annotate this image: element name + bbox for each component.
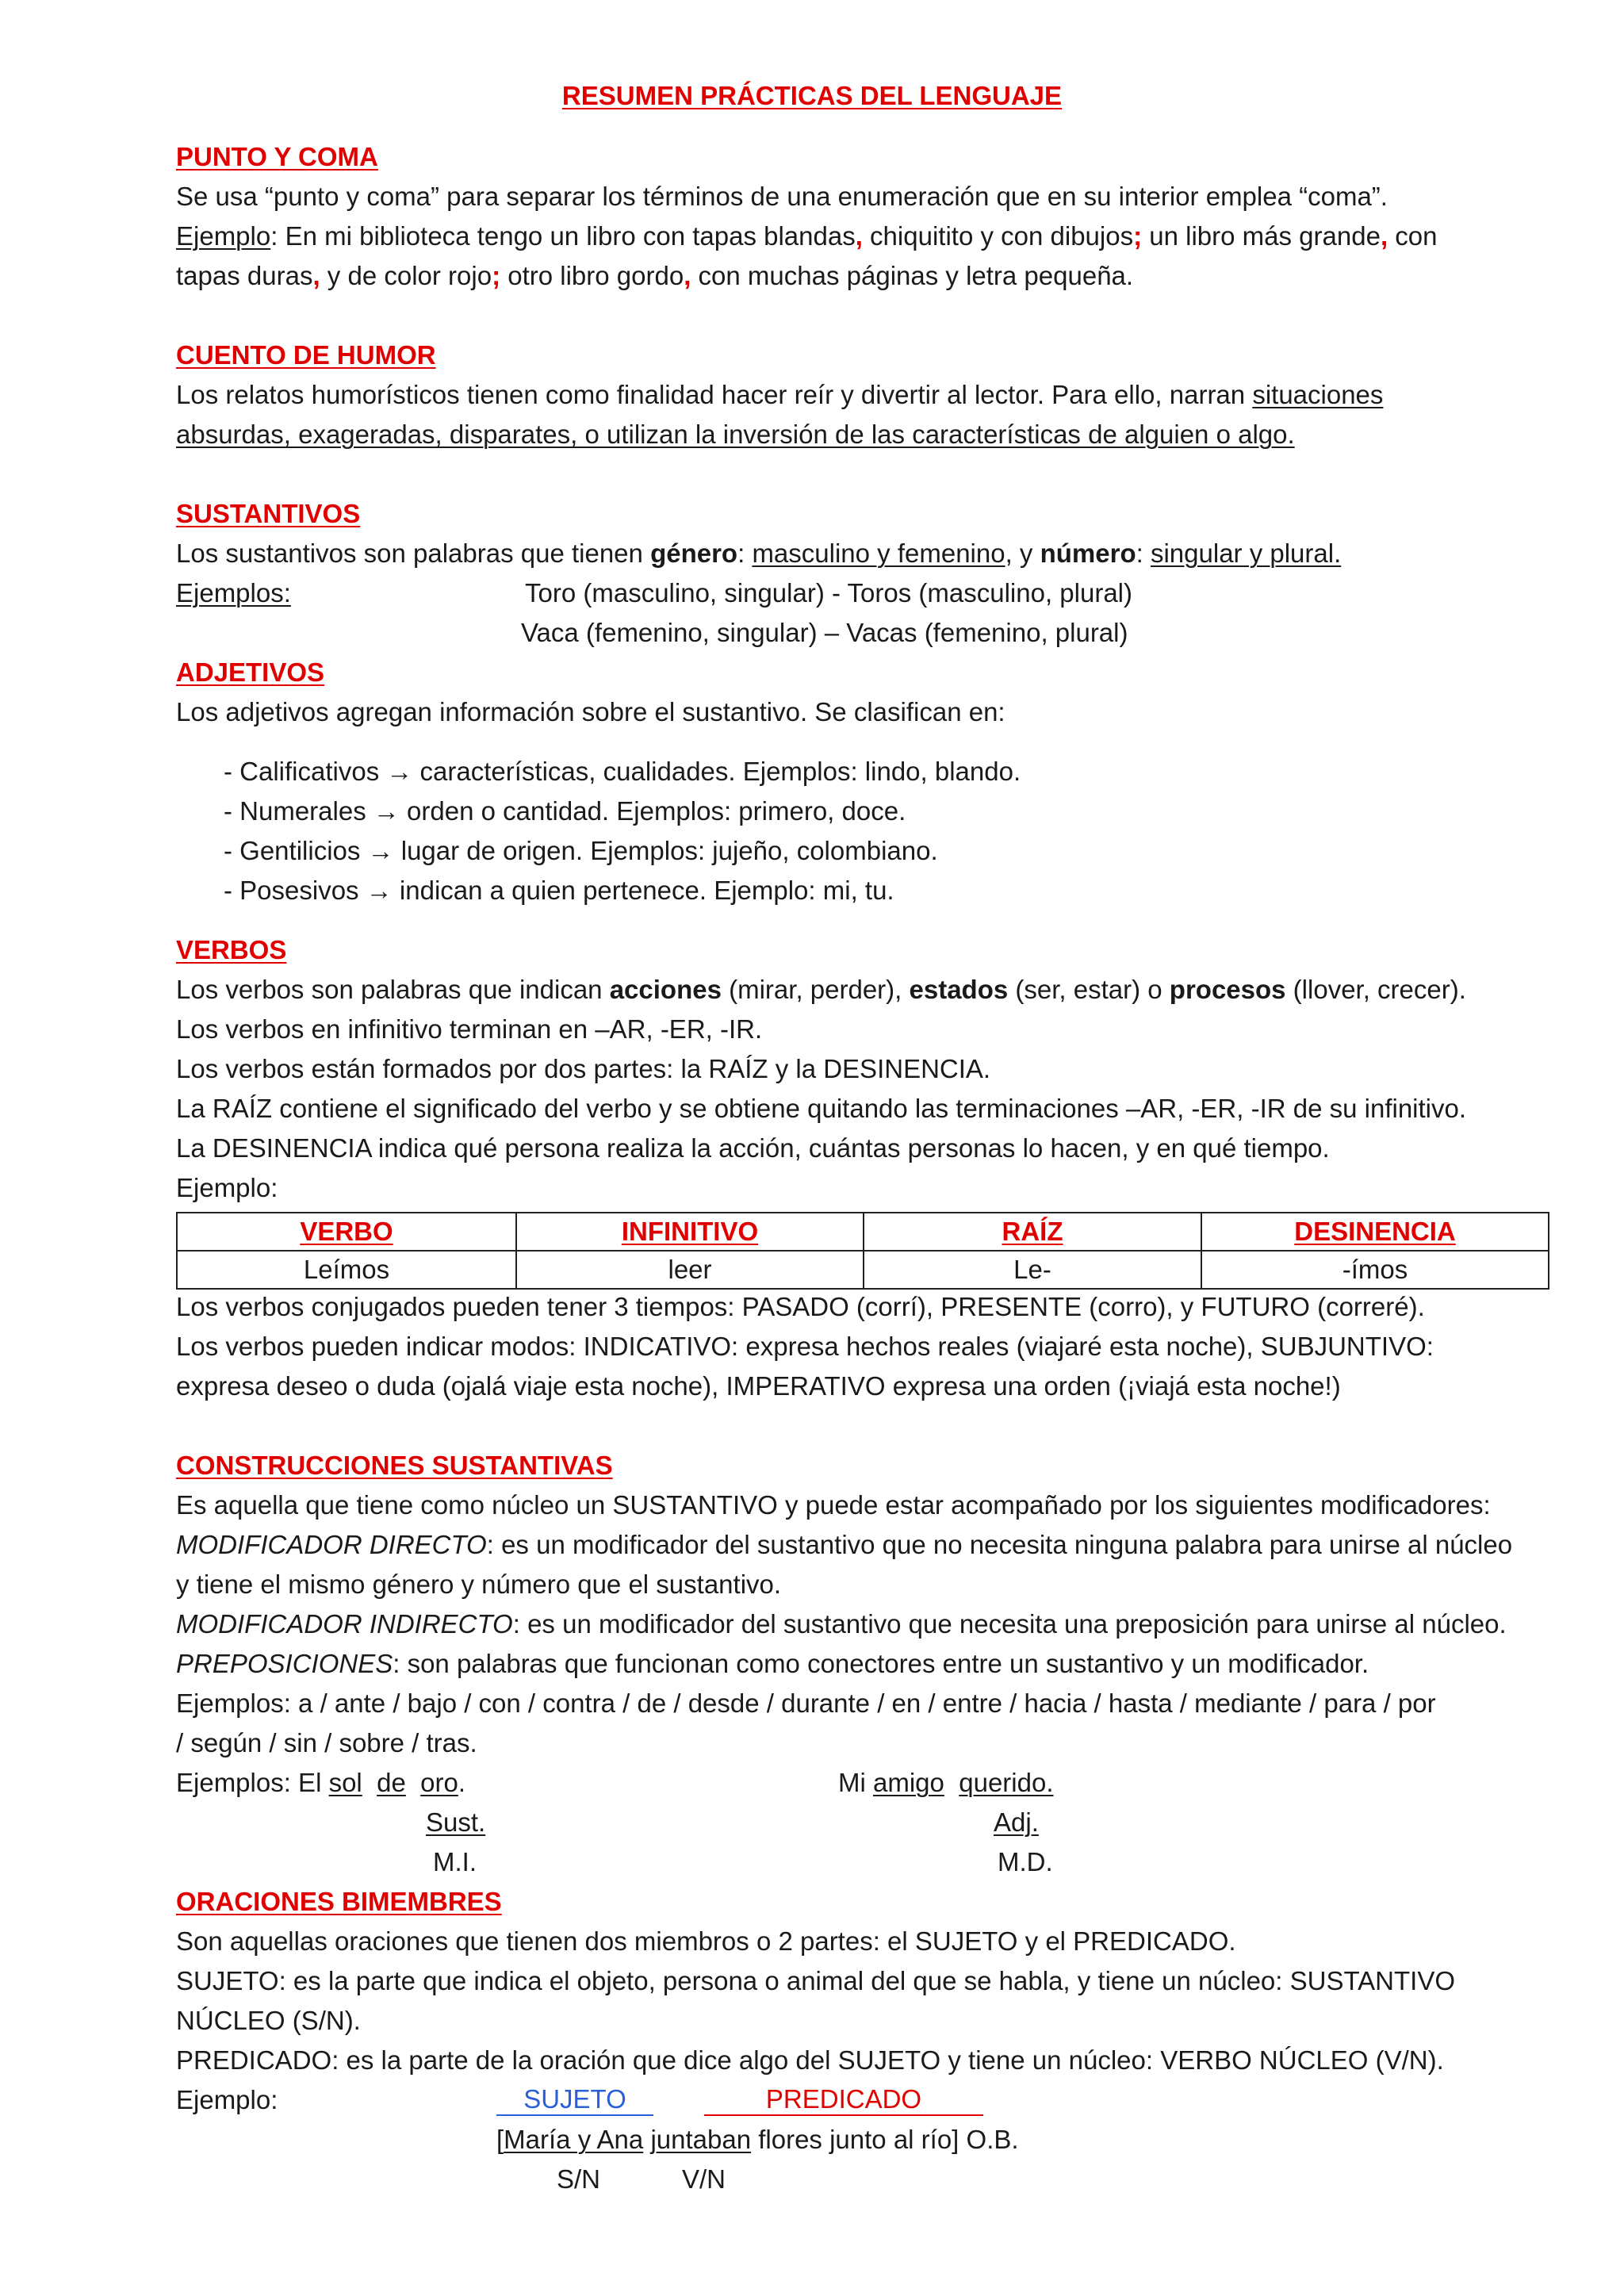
verbos-line5: La DESINENCIA indica qué persona realiza la acción, cuántas personas lo hacen, y en qué tiempo. bbox=[176, 1133, 1330, 1163]
table-cell: Leímos bbox=[177, 1251, 516, 1289]
heading-punto-coma: PUNTO Y COMA bbox=[176, 142, 378, 171]
table-cell: Le- bbox=[864, 1251, 1201, 1289]
verbos-line6: Ejemplo: bbox=[176, 1173, 278, 1202]
adjetivos-intro: Los adjetivos agregan información sobre el sustantivo. Se clasifican en: bbox=[176, 697, 1005, 726]
humor-line2: absurdas, exageradas, disparates, o utilizan la inversión de las características de alguien o algo. bbox=[176, 420, 1295, 449]
construcciones-example-2: Mi amigo querido. bbox=[838, 1768, 1054, 1797]
heading-oraciones: ORACIONES BIMEMBRES bbox=[176, 1887, 502, 1916]
oracion-ejemplo: [María y Ana juntaban flores junto al río] O.B. bbox=[496, 2125, 1019, 2154]
label-mi: M.I. bbox=[433, 1847, 477, 1876]
sustantivos-definition: Los sustantivos son palabras que tienen género: masculino y femenino, y número: singular y plural. bbox=[176, 539, 1342, 568]
verb-table bbox=[176, 1212, 1549, 1290]
heading-construcciones: CONSTRUCCIONES SUSTANTIVAS bbox=[176, 1451, 613, 1480]
table-header-cell: INFINITIVO bbox=[516, 1213, 864, 1251]
preposiciones-list-1: Ejemplos: a / ante / bajo / con / contra / de / desde / durante / en / entre / hacia / hasta / mediante / para / por bbox=[176, 1688, 1436, 1718]
sustantivos-example-2: Vaca (femenino, singular) – Vacas (femenino, plural) bbox=[521, 618, 1128, 647]
oraciones-line3: NÚCLEO (S/N). bbox=[176, 2006, 361, 2035]
construcciones-line1: Es aquella que tiene como núcleo un SUSTANTIVO y puede estar acompañado por los siguientes modificadores: bbox=[176, 1490, 1491, 1520]
label-md: M.D. bbox=[998, 1847, 1053, 1876]
verbos-line7: Los verbos conjugados pueden tener 3 tiempos: PASADO (corrí), PRESENTE (corro), y FUTURO (correré). bbox=[176, 1292, 1425, 1321]
punto-coma-example-line2: tapas duras, y de color rojo; otro libro gordo, con muchas páginas y letra pequeña. bbox=[176, 261, 1134, 290]
punto-coma-definition: Se usa “punto y coma” para separar los términos de una enumeración que en su interior emplea “coma”. bbox=[176, 182, 1388, 211]
table-cell: leer bbox=[516, 1251, 864, 1289]
oraciones-line2: SUJETO: es la parte que indica el objeto, persona o animal del que se habla, y tiene un núcleo: SUSTANTIVO bbox=[176, 1966, 1456, 1995]
example-label: Ejemplo bbox=[176, 221, 271, 251]
verbos-definition: Los verbos son palabras que indican acciones (mirar, perder), estados (ser, estar) o procesos (llover, crecer). bbox=[176, 975, 1466, 1004]
verbos-line8: Los verbos pueden indicar modos: INDICATIVO: expresa hechos reales (viajaré esta noche), SUBJUNTIVO: bbox=[176, 1332, 1434, 1361]
arrow-right-icon: → bbox=[367, 836, 394, 865]
modificador-directo-line2: y tiene el mismo género y número que el sustantivo. bbox=[176, 1570, 782, 1599]
sujeto-label: SUJETO bbox=[496, 2084, 653, 2116]
arrow-right-icon: → bbox=[366, 876, 393, 905]
modificador-indirecto-line: MODIFICADOR INDIRECTO: es un modificador del sustantivo que necesita una preposición para unirse al núcleo. bbox=[176, 1609, 1507, 1639]
humor-line1: Los relatos humorísticos tienen como finalidad hacer reír y divertir al lector. Para ello, narran situaciones bbox=[176, 380, 1384, 409]
heading-verbos: VERBOS bbox=[176, 935, 287, 964]
table-row bbox=[177, 1251, 1549, 1289]
adjetivo-item: - Posesivos → indican a quien pertenece. Ejemplo: mi, tu. bbox=[224, 876, 894, 905]
heading-cuento-humor: CUENTO DE HUMOR bbox=[176, 340, 436, 370]
construcciones-example-1: Ejemplos: El sol de oro. bbox=[176, 1768, 466, 1797]
sustantivos-examples-label: Ejemplos: bbox=[176, 578, 291, 608]
adjetivo-item: - Numerales → orden o cantidad. Ejemplos: primero, doce. bbox=[224, 796, 906, 826]
arrow-right-icon: → bbox=[386, 757, 413, 786]
preposiciones-list-2: / según / sin / sobre / tras. bbox=[176, 1728, 477, 1757]
label-adj: Adj. bbox=[994, 1807, 1039, 1837]
table-cell: -ímos bbox=[1201, 1251, 1549, 1289]
heading-sustantivos: SUSTANTIVOS bbox=[176, 499, 361, 528]
sustantivos-example-1: Toro (masculino, singular) - Toros (masculino, plural) bbox=[525, 578, 1132, 608]
verbos-line2: Los verbos en infinitivo terminan en –AR, -ER, -IR. bbox=[176, 1014, 763, 1044]
table-header-cell: RAÍZ bbox=[864, 1213, 1201, 1251]
adjetivo-item: - Calificativos → características, cualidades. Ejemplos: lindo, blando. bbox=[224, 757, 1021, 786]
table-header-cell: DESINENCIA bbox=[1201, 1213, 1549, 1251]
punto-coma-example-line1: Ejemplo: En mi biblioteca tengo un libro con tapas blandas, chiquitito y con dibujos; un libro más grande, con bbox=[176, 221, 1438, 251]
oraciones-line1: Son aquellas oraciones que tienen dos miembros o 2 partes: el SUJETO y el PREDICADO. bbox=[176, 1926, 1236, 1956]
label-vn: V/N bbox=[682, 2164, 726, 2194]
oraciones-line4: PREDICADO: es la parte de la oración que dice algo del SUJETO y tiene un núcleo: VERBO NÚCLEO (V/N). bbox=[176, 2045, 1444, 2075]
oraciones-example-label: Ejemplo: bbox=[176, 2085, 278, 2114]
verbos-line9: expresa deseo o duda (ojalá viaje esta noche), IMPERATIVO expresa una orden (¡viajá esta noche!) bbox=[176, 1371, 1341, 1401]
adjetivo-item: - Gentilicios → lugar de origen. Ejemplos: jujeño, colombiano. bbox=[224, 836, 938, 865]
page-title: RESUMEN PRÁCTICAS DEL LENGUAJE bbox=[561, 81, 1063, 110]
predicado-label: PREDICADO bbox=[704, 2084, 983, 2116]
table-header-cell: VERBO bbox=[177, 1213, 516, 1251]
heading-adjetivos: ADJETIVOS bbox=[176, 657, 325, 687]
label-sust: Sust. bbox=[426, 1807, 486, 1837]
modificador-directo-line: MODIFICADOR DIRECTO: es un modificador del sustantivo que no necesita ninguna palabra para unirse al núcleo bbox=[176, 1530, 1513, 1559]
verbos-line3: Los verbos están formados por dos partes: la RAÍZ y la DESINENCIA. bbox=[176, 1054, 991, 1083]
preposiciones-line: PREPOSICIONES: son palabras que funcionan como conectores entre un sustantivo y un modificador. bbox=[176, 1649, 1369, 1678]
verbos-line4: La RAÍZ contiene el significado del verbo y se obtiene quitando las terminaciones –AR, -ER, -IR de su infinitivo. bbox=[176, 1094, 1467, 1123]
table-header-row bbox=[177, 1213, 1549, 1251]
arrow-right-icon: → bbox=[373, 796, 400, 826]
label-sn: S/N bbox=[557, 2164, 601, 2194]
